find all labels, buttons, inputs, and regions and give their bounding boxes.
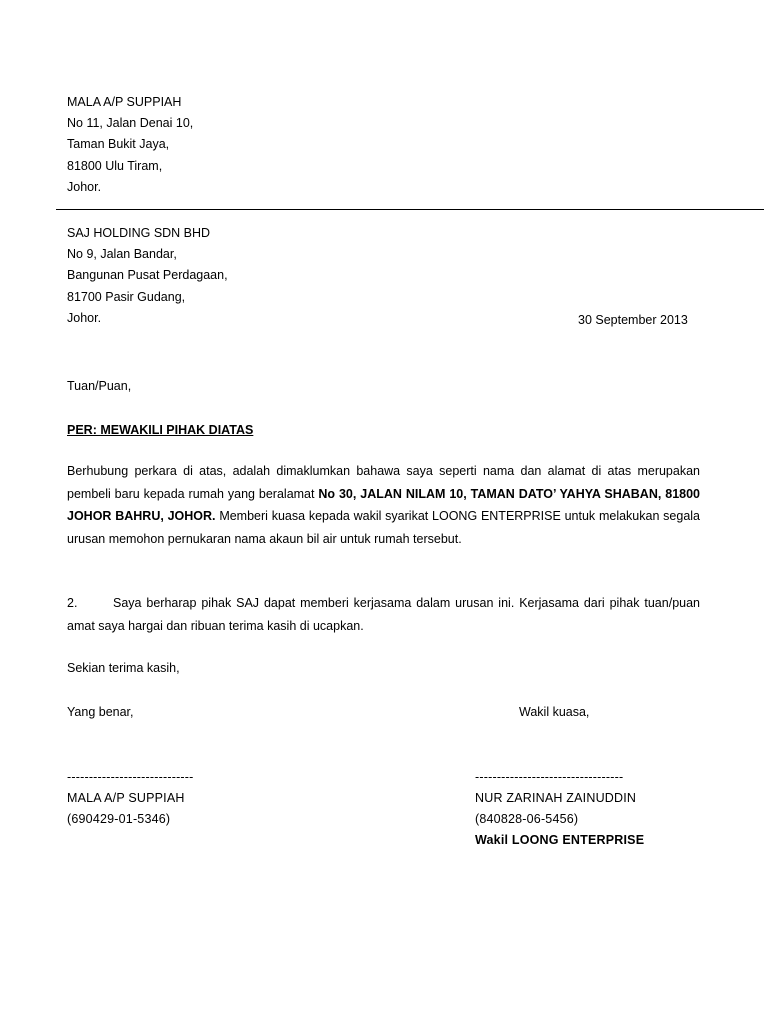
recipient-address-line: No 9, Jalan Bandar, bbox=[67, 247, 177, 262]
right-signatory-block bbox=[475, 767, 644, 851]
recipient-address-line: Johor. bbox=[67, 310, 102, 325]
body-paragraph-1 bbox=[67, 460, 700, 551]
signature-line: ----------------------------- bbox=[67, 770, 194, 784]
left-signature-caption: Yang benar, bbox=[67, 705, 134, 719]
closing-line: Sekian terima kasih, bbox=[67, 661, 180, 675]
body-paragraph-2 bbox=[67, 592, 700, 637]
property-address: No 30, JALAN NILAM 10, TAMAN DATO’ YAHYA SHABAN, 81800 JOHOR BAHRU, JOHOR. bbox=[67, 486, 700, 524]
signatory-title: Wakil LOONG ENTERPRISE bbox=[475, 833, 645, 847]
recipient-name: SAJ HOLDING SDN BHD bbox=[67, 226, 211, 240]
right-signature-caption: Wakil kuasa, bbox=[519, 705, 590, 719]
salutation: Tuan/Puan, bbox=[67, 379, 132, 393]
recipient-address-line: 81700 Pasir Gudang, bbox=[67, 289, 186, 304]
header-separator bbox=[56, 209, 764, 210]
paragraph-1-tail: Memberi kuasa kepada wakil syarikat LOONG ENTERPRISE untuk melakukan segala urusan memohon pernukaran nama akaun bil air untuk rumah tersebut. bbox=[67, 509, 701, 547]
signatory-name: MALA A/P SUPPIAH bbox=[67, 791, 185, 805]
signature-line: ---------------------------------- bbox=[475, 770, 624, 784]
paragraph-2-text: Saya berharap pihak SAJ dapat memberi kerjasama dalam urusan ini. Kerjasama dari pihak tuan/puan amat saya hargai dan ribuan terima kasih di ucapkan. bbox=[67, 596, 700, 633]
sender-address-line: Johor. bbox=[67, 179, 102, 194]
left-signatory-block bbox=[67, 767, 194, 830]
recipient-block bbox=[67, 223, 228, 329]
sender-address-line: No 11, Jalan Denai 10, bbox=[67, 116, 194, 131]
signatory-ic-number: (690429-01-5346) bbox=[67, 812, 171, 826]
sender-block bbox=[67, 92, 193, 198]
subject-line: PER: MEWAKILI PIHAK DIATAS bbox=[67, 423, 254, 437]
recipient-address-line: Bangunan Pusat Perdagaan, bbox=[67, 268, 228, 283]
sender-address-line: 81800 Ulu Tiram, bbox=[67, 158, 163, 173]
signatory-ic-number: (840828-06-5456) bbox=[475, 812, 579, 826]
signatory-name: NUR ZARINAH ZAINUDDIN bbox=[475, 791, 637, 805]
sender-name: MALA A/P SUPPIAH bbox=[67, 95, 182, 109]
letter-date: 30 September 2013 bbox=[578, 313, 688, 327]
paragraph-1-lead: Berhubung perkara di atas, adalah dimaklumkan bahawa saya seperti nama dan alamat di atas merupakan pembeli baru kepada rumah yang beralamat bbox=[67, 464, 700, 501]
paragraph-number: 2. bbox=[67, 596, 78, 610]
sender-address-line: Taman Bukit Jaya, bbox=[67, 137, 170, 152]
